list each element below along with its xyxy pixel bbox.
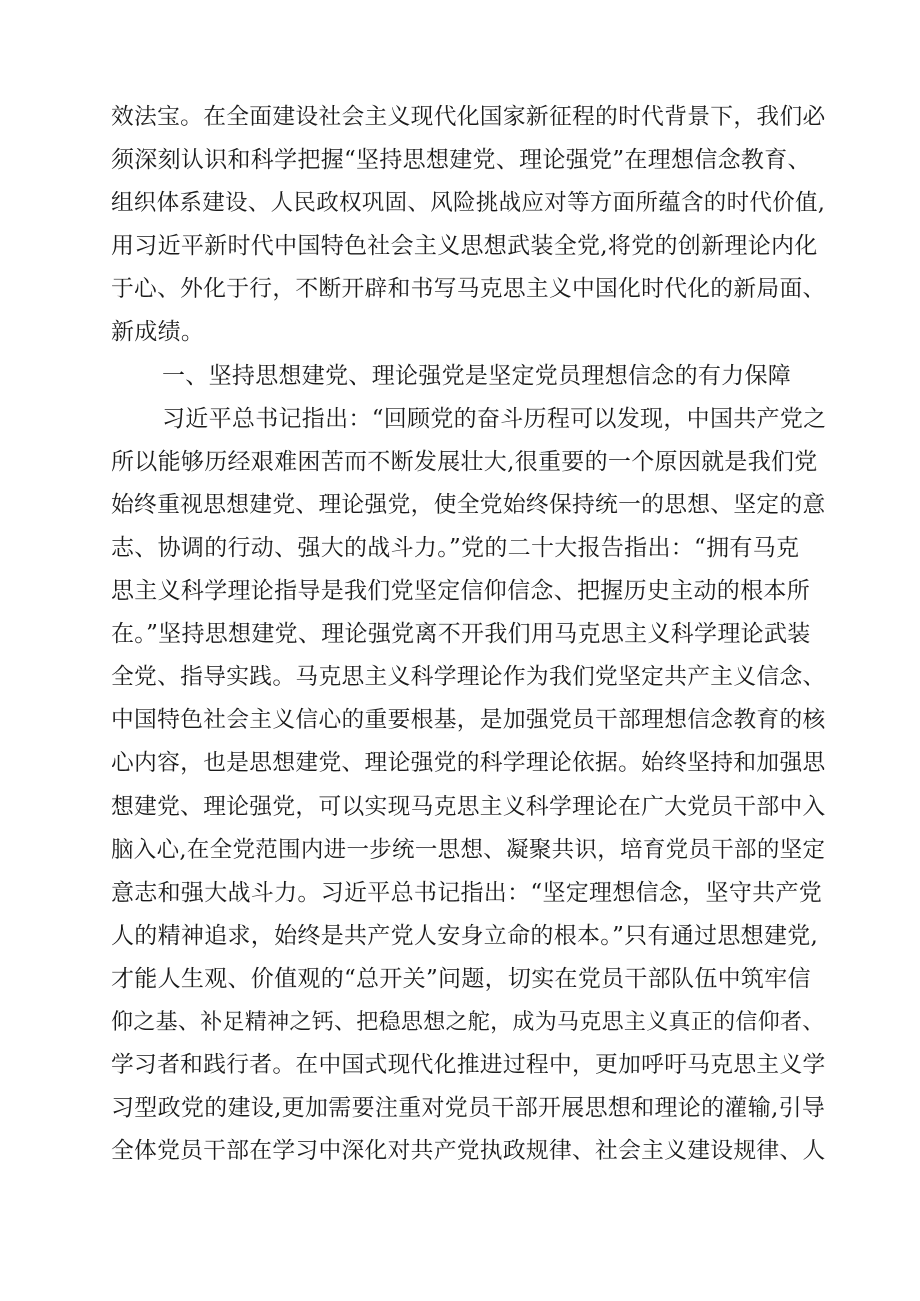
text-line: 效法宝。在全面建设社会主义现代化国家新征程的时代背景下，我们必 <box>111 104 826 130</box>
text-line: 一、坚持思想建党、理论强党是坚定党员理想信念的有力保障 <box>162 362 792 389</box>
body-text <box>111 96 826 1173</box>
text-line: 组织体系建设、人民政权巩固、风险挑战应对等方面所蕴含的时代价值, <box>111 190 826 217</box>
text-line: 学习者和践行者。在中国式现代化推进过程中，更加呼吁马克思主义学 <box>111 1052 826 1079</box>
text-line: 须深刻认识和科学把握“坚持思想建党、理论强党”在理想信念教育、 <box>111 147 811 174</box>
text-line: 所以能够历经艰难困苦而不断发展壮大,很重要的一个原因就是我们党 <box>111 448 818 475</box>
text-line: 始终重视思想建党、理论强党，使全党始终保持统一的思想、坚定的意 <box>111 491 826 518</box>
text-line: 意志和强大战斗力。习近平总书记指出：“坚定理想信念，坚守共产党 <box>111 879 823 906</box>
text-line: 思主义科学理论指导是我们党坚定信仰信念、把握历史主动的根本所 <box>111 578 810 605</box>
text-line: 人的精神追求，始终是共产党人安身立命的根本。”只有通过思想建党, <box>111 922 819 949</box>
text-line: 习近平总书记指出：“回顾党的奋斗历程可以发现，中国共产党之 <box>162 405 827 432</box>
text-line: 想建党、理论强党，可以实现马克思主义科学理论在广大党员干部中入 <box>111 793 826 820</box>
text-line: 于心、外化于行，不断开辟和书写马克思主义中国化时代化的新局面、 <box>111 276 826 303</box>
text-line: 用习近平新时代中国特色社会主义思想武装全党,将党的创新理论内化 <box>111 233 818 260</box>
text-line: 仰之基、补足精神之钙、把稳思想之舵，成为马克思主义真正的信仰者、 <box>111 1009 825 1035</box>
text-line: 脑入心,在全党范围内进一步统一思想、凝聚共识，培育党员干部的坚定 <box>111 836 826 863</box>
text-line: 习型政党的建设,更加需要注重对党员干部开展思想和理论的灌输,引导 <box>111 1095 826 1122</box>
text-line: 中国特色社会主义信心的重要根基，是加强党员干部理想信念教育的核 <box>111 707 826 734</box>
text-line: 在。”坚持思想建党、理论强党离不开我们用马克思主义科学理论武装 <box>111 621 811 648</box>
text-line: 才能人生观、价值观的“总开关”问题，切实在党员干部队伍中筑牢信 <box>111 965 811 992</box>
text-line: 志、协调的行动、强大的战斗力。”党的二十大报告指出：“拥有马克 <box>111 534 800 561</box>
text-line: 全体党员干部在学习中深化对共产党执政规律、社会主义建设规律、人 <box>111 1138 826 1165</box>
text-line: 新成绩。 <box>111 319 205 346</box>
text-line: 全党、指导实践。马克思主义科学理论作为我们党坚定共产主义信念、 <box>111 664 826 691</box>
text-line: 心内容，也是思想建党、理论强党的科学理论依据。始终坚持和加强思 <box>111 750 826 777</box>
